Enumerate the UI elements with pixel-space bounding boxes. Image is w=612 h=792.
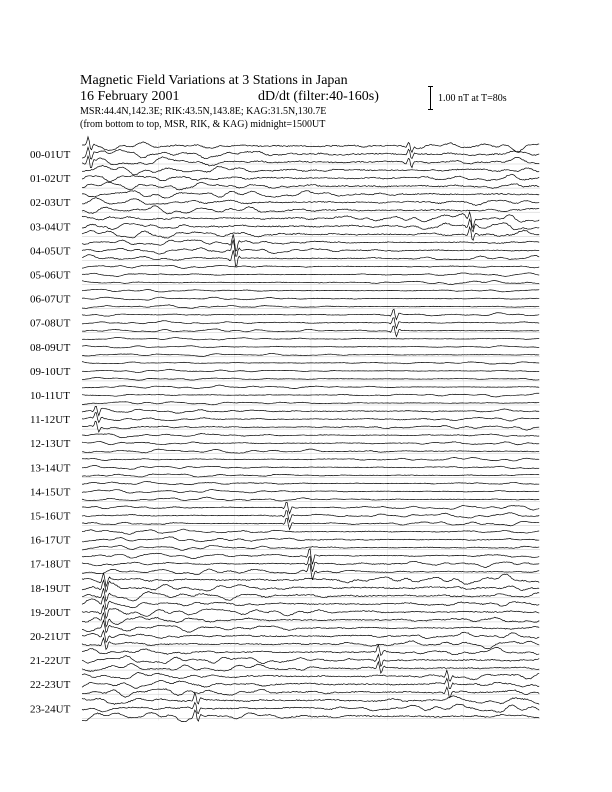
hour-label: 16-17UT xyxy=(30,534,71,547)
hour-label: 00-01UT xyxy=(30,149,71,161)
trace-rik xyxy=(82,654,539,666)
stations-line: MSR:44.4N,142.3E; RIK:43.5N,143.8E; KAG:31.5N,130.7E xyxy=(80,106,327,117)
trace-rik xyxy=(82,490,539,494)
trace-rik xyxy=(82,240,539,257)
trace-kag xyxy=(82,385,539,388)
trace-msr xyxy=(82,182,539,190)
trace-rik xyxy=(82,369,539,372)
scale-bar-label: 1.00 nT at T=80s xyxy=(438,93,507,104)
hour-label: 13-14UT xyxy=(30,462,71,475)
hour-label: 11-12UT xyxy=(30,414,70,427)
trace-rik xyxy=(82,273,539,277)
trace-rik xyxy=(82,580,539,592)
trace-msr xyxy=(82,564,539,580)
trace-msr xyxy=(82,156,539,167)
trace-msr xyxy=(82,402,539,405)
trace-msr xyxy=(82,518,539,529)
trace-kag xyxy=(82,573,539,587)
trace-msr xyxy=(82,474,539,477)
trace-rik xyxy=(82,318,539,329)
hour-label: 17-18UT xyxy=(30,558,71,571)
trace-rik xyxy=(82,537,539,542)
hour-label: 22-23UT xyxy=(30,679,71,692)
trace-kag xyxy=(82,309,539,319)
trace-kag xyxy=(82,289,539,292)
hour-label: 06-07UT xyxy=(30,293,71,306)
order-note: (from bottom to top, MSR, RIK, & KAG) midnight=1500UT xyxy=(80,119,326,130)
trace-kag xyxy=(82,434,539,438)
hour-label: 07-08UT xyxy=(30,317,71,330)
trace-kag xyxy=(82,191,539,199)
trace-rik xyxy=(82,174,539,182)
trace-kag xyxy=(82,481,539,484)
trace-rik xyxy=(82,413,539,423)
trace-msr xyxy=(82,638,539,649)
trace-msr xyxy=(82,227,539,240)
trace-msr xyxy=(82,710,539,722)
hour-label: 01-02UT xyxy=(30,173,71,186)
trace-msr xyxy=(82,662,539,673)
trace-msr xyxy=(82,377,539,380)
hour-label: 14-15UT xyxy=(30,486,71,499)
trace-kag xyxy=(82,212,539,228)
trace-kag xyxy=(82,529,539,534)
trace-msr xyxy=(82,497,539,501)
trace-kag xyxy=(82,234,539,251)
trace-msr xyxy=(82,449,539,453)
trace-kag xyxy=(82,502,539,513)
trace-kag xyxy=(82,362,539,364)
hour-label: 19-20UT xyxy=(30,606,71,619)
hour-label: 18-19UT xyxy=(30,582,71,595)
hour-label: 23-24UT xyxy=(30,703,71,716)
trace-kag xyxy=(82,265,539,268)
trace-kag xyxy=(82,596,539,609)
chart-title: Magnetic Field Variations at 3 Stations in Japan xyxy=(80,73,348,88)
trace-rik xyxy=(82,678,539,688)
trace-rik xyxy=(82,393,539,397)
trace-rik xyxy=(82,297,539,300)
trace-kag xyxy=(82,620,539,632)
trace-rik xyxy=(82,702,539,713)
hour-label: 12-13UT xyxy=(30,438,71,451)
trace-rik xyxy=(82,605,539,618)
trace-rik xyxy=(82,346,539,348)
trace-rik xyxy=(82,511,539,522)
trace-msr xyxy=(82,687,539,697)
hour-label: 08-09UT xyxy=(30,341,71,354)
trace-rik xyxy=(82,631,539,643)
trace-msr xyxy=(82,421,539,432)
hour-label: 04-05UT xyxy=(30,245,71,258)
trace-msr xyxy=(82,206,539,214)
trace-kag xyxy=(82,458,539,461)
trace-kag xyxy=(82,165,539,175)
hour-label: 05-06UT xyxy=(30,269,71,282)
filter-label: dD/dt (filter:40-160s) xyxy=(258,89,379,104)
trace-kag xyxy=(82,337,539,340)
trace-kag xyxy=(82,645,539,656)
hour-label: 03-04UT xyxy=(30,221,71,234)
grid-lines xyxy=(158,142,463,720)
trace-msr xyxy=(82,281,539,285)
hour-label: 09-10UT xyxy=(30,365,71,378)
trace-rik xyxy=(82,198,539,206)
hour-label: 15-16UT xyxy=(30,510,71,523)
trace-kag xyxy=(82,406,539,415)
date-label: 16 February 2001 xyxy=(80,89,180,104)
trace-msr xyxy=(82,326,539,337)
hour-label: 20-21UT xyxy=(30,631,71,643)
trace-msr xyxy=(82,353,539,356)
trace-rik xyxy=(82,466,539,470)
trace-msr xyxy=(82,250,539,266)
hour-label: 02-03UT xyxy=(30,197,71,210)
trace-kag xyxy=(82,137,539,152)
hour-label: 10-11UT xyxy=(30,390,70,402)
trace-kag xyxy=(82,670,539,681)
hour-label: 21-22UT xyxy=(30,655,71,668)
trace-msr xyxy=(82,588,539,601)
trace-rik xyxy=(82,147,539,159)
trace-msr xyxy=(82,305,539,309)
trace-rik xyxy=(82,441,539,445)
